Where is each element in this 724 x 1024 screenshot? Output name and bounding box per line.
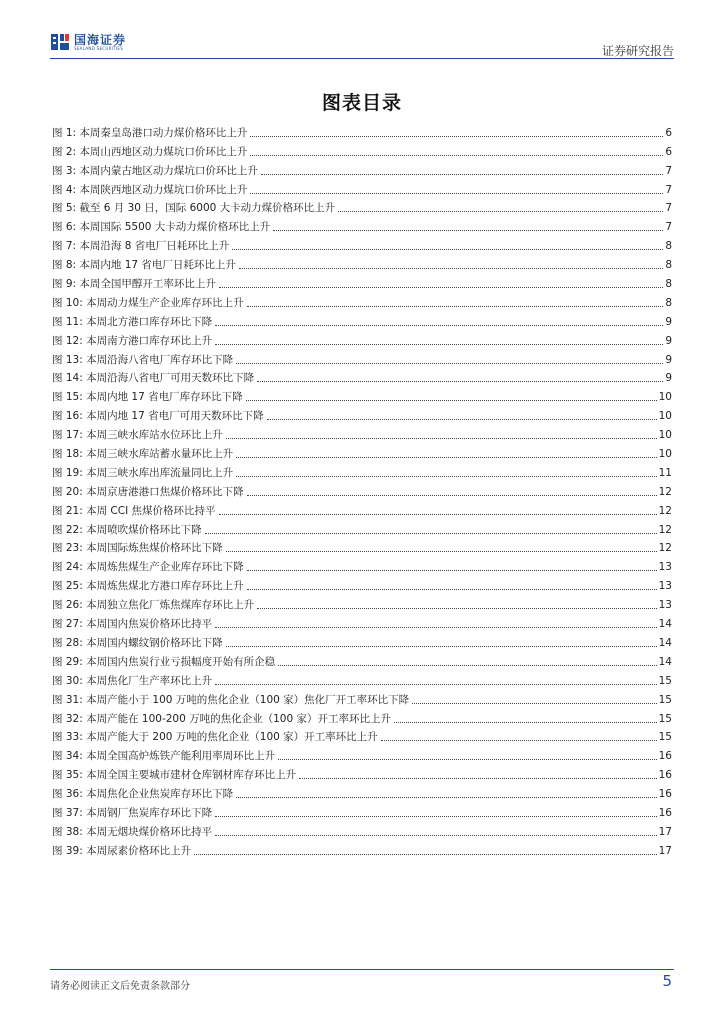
toc-dot-leader: [247, 570, 657, 571]
page-number: 5: [662, 972, 672, 990]
toc-entry-label: 图 4: 本周陕西地区动力煤坑口价环比上升: [52, 183, 248, 196]
toc-entry-page: 16: [658, 806, 672, 819]
toc-entry-page: 12: [658, 504, 672, 517]
toc-dot-leader: [219, 287, 663, 288]
toc-dot-leader: [205, 533, 657, 534]
toc-entry[interactable]: [52, 215, 672, 234]
toc-dot-leader: [236, 457, 657, 458]
toc-dot-leader: [250, 136, 663, 137]
toc-entry[interactable]: [52, 140, 672, 159]
toc-entry-label: 图 12: 本周南方港口库存环比上升: [52, 334, 213, 347]
toc-entry[interactable]: [52, 782, 672, 801]
toc-entry-page: 9: [665, 334, 672, 347]
toc-entry-label: 图 32: 本周产能在 100-200 万吨的焦化企业（100 家）开工率环比上升: [52, 712, 391, 725]
toc-entry-page: 12: [658, 542, 672, 555]
toc-entry-label: 图 36: 本周焦化企业焦炭库存环比下降: [52, 788, 234, 801]
toc-dot-leader: [278, 665, 657, 666]
toc-dot-leader: [394, 722, 657, 723]
toc-entry-label: 图 20: 本周京唐港港口焦煤价格环比下降: [52, 485, 244, 498]
toc-entry-label: 图 22: 本周喷吹煤价格环比下降: [52, 523, 202, 536]
toc-entry-label: 图 1: 本周秦皇岛港口动力煤价格环比上升: [52, 126, 248, 139]
toc-entry[interactable]: [52, 612, 672, 631]
toc-entry[interactable]: [52, 159, 672, 178]
toc-entry-label: 图 27: 本周国内焦炭价格环比持平: [52, 618, 213, 631]
toc-dot-leader: [215, 325, 663, 326]
toc-entry-page: 16: [658, 769, 672, 782]
toc-entry-label: 图 25: 本周炼焦煤北方港口库存环比上升: [52, 580, 244, 593]
toc-entry-page: 10: [658, 448, 672, 461]
toc-entry-label: 图 29: 本周国内焦炭行业亏损幅度开始有所企稳: [52, 655, 276, 668]
toc-entry[interactable]: [52, 272, 672, 291]
toc-entry-label: 图 15: 本周内地 17 省电厂库存环比下降: [52, 391, 243, 404]
toc-entry-label: 图 39: 本周尿素价格环比上升: [52, 844, 192, 857]
toc-dot-leader: [215, 816, 657, 817]
toc-entry-label: 图 11: 本周北方港口库存环比下降: [52, 315, 213, 328]
toc-entry[interactable]: [52, 291, 672, 310]
toc-entry[interactable]: [52, 348, 672, 367]
toc-entry-label: 图 2: 本周山西地区动力煤坑口价环比上升: [52, 145, 248, 158]
toc-dot-leader: [236, 797, 657, 798]
toc-entry-label: 图 34: 本周全国高炉炼铁产能利用率周环比上升: [52, 750, 276, 763]
toc-dot-leader: [381, 740, 657, 741]
logo-english-name: SEALAND SECURITIES: [74, 45, 124, 51]
toc-dot-leader: [247, 306, 664, 307]
toc-dot-leader: [299, 778, 657, 779]
footer-disclaimer: 请务必阅读正文后免责条款部分: [50, 981, 190, 992]
toc-entry-page: 10: [658, 391, 672, 404]
toc-entry[interactable]: [52, 499, 672, 518]
toc-entry-page: 16: [658, 788, 672, 801]
toc-dot-leader: [236, 476, 657, 477]
toc-entry[interactable]: [52, 253, 672, 272]
toc-entry-page: 9: [665, 315, 672, 328]
toc-entry-page: 15: [658, 674, 672, 687]
toc-dot-leader: [226, 438, 657, 439]
toc-entry-label: 图 33: 本周产能大于 200 万吨的焦化企业（100 家）开工率环比上升: [52, 731, 378, 744]
toc-entry-label: 图 37: 本周钢厂焦炭库存环比下降: [52, 806, 213, 819]
toc-entry-page: 15: [658, 712, 672, 725]
toc-dot-leader: [278, 759, 657, 760]
toc-dot-leader: [257, 381, 663, 382]
toc-dot-leader: [226, 551, 657, 552]
toc-entry-page: 8: [665, 296, 672, 309]
toc-dot-leader: [247, 495, 657, 496]
toc-entry-label: 图 18: 本周三峡水库站蓄水量环比上升: [52, 448, 234, 461]
toc-entry-page: 9: [665, 372, 672, 385]
toc-entry[interactable]: [52, 669, 672, 688]
toc-entry-page: 17: [658, 825, 672, 838]
toc-entry[interactable]: [52, 688, 672, 707]
toc-dot-leader: [250, 193, 663, 194]
header-divider: [50, 58, 674, 59]
toc-entry-page: 16: [658, 750, 672, 763]
toc-entry[interactable]: [52, 404, 672, 423]
toc-entry[interactable]: [52, 650, 672, 669]
toc-entry-label: 图 17: 本周三峡水库站水位环比上升: [52, 429, 223, 442]
toc-entry-page: 10: [658, 429, 672, 442]
toc-dot-leader: [232, 249, 663, 250]
toc-entry-label: 图 14: 本周沿海八省电厂可用天数环比下降: [52, 372, 255, 385]
toc-entry-page: 7: [665, 202, 672, 215]
footer-divider: [50, 969, 674, 970]
toc-entry[interactable]: [52, 480, 672, 499]
toc-entry-page: 7: [665, 221, 672, 234]
toc-entry-label: 图 26: 本周独立焦化厂炼焦煤库存环比上升: [52, 599, 255, 612]
toc-dot-leader: [257, 608, 657, 609]
toc-entry[interactable]: [52, 726, 672, 745]
toc-dot-leader: [236, 363, 663, 364]
toc-entry-label: 图 38: 本周无烟块煤价格环比持平: [52, 825, 213, 838]
toc-entry-page: 8: [665, 259, 672, 272]
toc-entry[interactable]: [52, 631, 672, 650]
toc-entry[interactable]: [52, 310, 672, 329]
sealand-logo-icon: [50, 32, 70, 52]
toc-entry[interactable]: [52, 385, 672, 404]
company-logo: [50, 32, 126, 52]
toc-dot-leader: [261, 174, 663, 175]
toc-entry-page: 13: [658, 580, 672, 593]
toc-entry-page: 13: [658, 599, 672, 612]
toc-entry-page: 10: [658, 410, 672, 423]
toc-entry-label: 图 21: 本周 CCI 焦煤价格环比持平: [52, 504, 216, 517]
toc-entry[interactable]: [52, 707, 672, 726]
toc-entry-label: 图 19: 本周三峡水库出库流量同比上升: [52, 466, 234, 479]
toc-dot-leader: [215, 835, 657, 836]
toc-entry-label: 图 23: 本周国际炼焦煤价格环比下降: [52, 542, 223, 555]
toc-dot-leader: [250, 155, 663, 156]
figure-toc-list: [52, 121, 672, 858]
toc-entry-page: 7: [665, 183, 672, 196]
toc-dot-leader: [219, 514, 657, 515]
toc-entry[interactable]: [52, 820, 672, 839]
toc-entry[interactable]: [52, 121, 672, 140]
toc-entry[interactable]: [52, 593, 672, 612]
toc-title: 图表目录: [321, 92, 402, 114]
toc-dot-leader: [412, 703, 656, 704]
toc-entry-label: 图 10: 本周动力煤生产企业库存环比上升: [52, 296, 244, 309]
toc-entry-label: 图 5: 截至 6 月 30 日，国际 6000 大卡动力煤价格环比上升: [52, 202, 336, 215]
page-header: [50, 30, 674, 60]
toc-entry[interactable]: [52, 461, 672, 480]
toc-entry-label: 图 13: 本周沿海八省电厂库存环比下降: [52, 353, 234, 366]
toc-dot-leader: [215, 627, 657, 628]
toc-entry[interactable]: [52, 801, 672, 820]
toc-entry[interactable]: [52, 555, 672, 574]
toc-entry-label: 图 28: 本周国内螺纹钢价格环比下降: [52, 636, 223, 649]
toc-dot-leader: [273, 230, 663, 231]
toc-dot-leader: [246, 400, 657, 401]
toc-entry-label: 图 16: 本周内地 17 省电厂可用天数环比下降: [52, 410, 264, 423]
toc-entry[interactable]: [52, 367, 672, 386]
toc-entry-label: 图 24: 本周炼焦煤生产企业库存环比下降: [52, 561, 244, 574]
toc-entry-label: 图 9: 本周全国甲醇开工率环比上升: [52, 278, 216, 291]
toc-entry-page: 12: [658, 523, 672, 536]
toc-entry-label: 图 7: 本周沿海 8 省电厂日耗环比上升: [52, 240, 230, 253]
toc-entry-page: 14: [658, 655, 672, 668]
toc-dot-leader: [239, 268, 663, 269]
toc-entry[interactable]: [52, 763, 672, 782]
toc-entry[interactable]: [52, 329, 672, 348]
toc-entry-page: 6: [665, 126, 672, 139]
toc-entry-page: 14: [658, 636, 672, 649]
toc-entry-page: 8: [665, 278, 672, 291]
toc-dot-leader: [247, 589, 657, 590]
toc-entry-page: 15: [658, 731, 672, 744]
toc-dot-leader: [215, 344, 663, 345]
toc-entry-page: 6: [665, 145, 672, 158]
toc-dot-leader: [338, 211, 663, 212]
toc-entry[interactable]: [52, 744, 672, 763]
toc-entry-label: 图 3: 本周内蒙古地区动力煤坑口价环比上升: [52, 164, 258, 177]
toc-entry-page: 14: [658, 618, 672, 631]
toc-entry-page: 7: [665, 164, 672, 177]
toc-entry-label: 图 31: 本周产能小于 100 万吨的焦化企业（100 家）焦化厂开工率环比下降: [52, 693, 410, 706]
toc-entry-label: 图 6: 本周国际 5500 大卡动力煤价格环比上升: [52, 221, 271, 234]
document-type: 证券研究报告: [601, 44, 674, 58]
toc-entry[interactable]: [52, 178, 672, 197]
toc-entry[interactable]: [52, 197, 672, 216]
toc-entry-label: 图 30: 本周焦化厂生产率环比上升: [52, 674, 213, 687]
toc-entry-page: 17: [658, 844, 672, 857]
toc-entry[interactable]: [52, 234, 672, 253]
toc-dot-leader: [267, 419, 657, 420]
toc-entry-page: 8: [665, 240, 672, 253]
toc-entry-page: 11: [658, 466, 672, 479]
toc-entry-page: 13: [658, 561, 672, 574]
toc-entry-page: 15: [658, 693, 672, 706]
toc-entry-page: 9: [665, 353, 672, 366]
toc-dot-leader: [226, 646, 657, 647]
toc-entry-page: 12: [658, 485, 672, 498]
toc-entry[interactable]: [52, 574, 672, 593]
logo-chinese-name: 国海证券: [74, 32, 127, 47]
toc-dot-leader: [215, 684, 657, 685]
toc-entry[interactable]: [52, 537, 672, 556]
toc-entry[interactable]: [52, 442, 672, 461]
toc-entry-label: 图 35: 本周全国主要城市建材仓库钢材库存环比上升: [52, 769, 297, 782]
toc-entry[interactable]: [52, 839, 672, 858]
toc-entry[interactable]: [52, 518, 672, 537]
toc-entry-label: 图 8: 本周内地 17 省电厂日耗环比上升: [52, 259, 236, 272]
toc-entry[interactable]: [52, 423, 672, 442]
toc-dot-leader: [194, 854, 657, 855]
